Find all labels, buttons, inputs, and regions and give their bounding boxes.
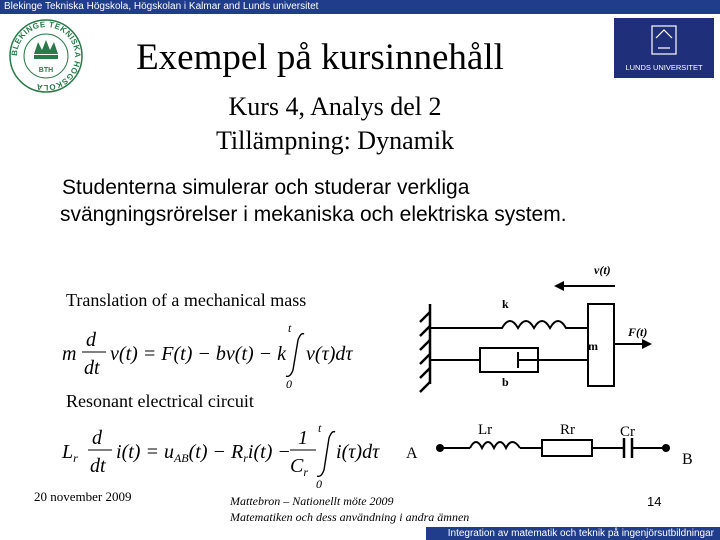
svg-text:0: 0 — [316, 477, 322, 491]
footer-event — [230, 493, 469, 525]
capacitor-label: Cr — [620, 424, 635, 440]
slide-title: Exempel på kursinnehåll — [136, 37, 504, 78]
force-label: F(t) — [628, 325, 648, 339]
svg-text:1: 1 — [298, 427, 308, 449]
svg-text:v(τ)dτ: v(τ)dτ — [306, 343, 353, 365]
resistor-label: Rr — [560, 422, 575, 438]
damper-label: b — [502, 375, 509, 389]
header-institutions: Blekinge Tekniska Högskola, Högskolan i Kalmar and Lunds universitet — [4, 1, 319, 12]
svg-text:Lr: $L_r$ — [62, 441, 78, 465]
bth-ring-text: BLEKINGE TEKNISKA HÖGSKOLA — [9, 19, 83, 93]
slide-subtitle-topic: Tillämpning: Dynamik — [215, 126, 455, 155]
terminal-a — [436, 444, 444, 452]
svg-text:0: 0 — [286, 377, 292, 391]
electrical-equation — [62, 421, 382, 492]
velocity-arrow-icon — [554, 281, 615, 291]
footer-date: 20 november 2009 — [34, 489, 132, 504]
wall-icon — [420, 304, 430, 392]
footer-tagline: Integration av matematik och teknik på ingenjörsutbildningar — [447, 528, 714, 539]
bth-short-text: BTH — [38, 67, 54, 74]
svg-text:d: d — [92, 427, 102, 449]
velocity-label: v(t) — [594, 263, 611, 277]
svg-text:i(t) = uAB(t) − Rri(t) −: $i(t) = u_{AB}(t) - R_ri(t)$ − — [116, 441, 291, 465]
terminal-b — [662, 444, 670, 452]
inductor-icon — [470, 442, 520, 448]
svg-text:d: d — [86, 329, 96, 351]
svg-text:i(τ)dτ: i(τ)dτ — [336, 441, 380, 463]
footer-bar — [426, 527, 720, 540]
svg-text:t: t — [288, 321, 292, 335]
spring-label: k — [502, 297, 509, 311]
damper-icon — [430, 348, 588, 372]
body-line-2: svängningsrörelser i mekaniska och elektriska system. — [60, 203, 567, 226]
section-mechanical-label: Translation of a mechanical mass — [66, 290, 307, 310]
slide-subtitle-course: Kurs 4, Analys del 2 — [228, 92, 442, 121]
svg-text:t: t — [318, 421, 322, 435]
svg-text:Cr: $C_r$ — [290, 455, 309, 479]
svg-text:m: m — [62, 343, 77, 365]
lund-text: LUNDS UNIVERSITET — [625, 63, 703, 72]
resistor-icon — [542, 440, 592, 456]
capacitor-icon — [624, 438, 632, 458]
mechanical-equation — [62, 318, 372, 390]
lund-university-logo — [614, 18, 714, 78]
section-electrical-label: Resonant electrical circuit — [66, 391, 254, 411]
system-diagram — [406, 260, 710, 500]
footer-event-line-1: Mattebron – Nationellt möte 2009 — [230, 494, 394, 508]
footer-event-line-2: Matematiken och dess användning i andra ämnen — [230, 510, 470, 524]
spring-icon — [430, 321, 588, 328]
svg-text:dt: dt — [84, 357, 100, 379]
body-line-1: Studenterna simulerar och studerar verkliga — [62, 176, 470, 199]
svg-text:dt: dt — [90, 455, 106, 477]
svg-text:v(t) = F(t) − bv(t) − k: v(t) = F(t) − bv(t) − k — [110, 343, 287, 365]
node-b-label: B — [682, 451, 693, 468]
page-number: 14 — [647, 494, 662, 509]
mass-label: m — [588, 339, 598, 353]
force-arrow-icon — [614, 339, 652, 349]
header-bar — [0, 0, 720, 14]
node-a-label: A — [406, 445, 418, 462]
inductor-label: Lr — [478, 422, 493, 438]
slide-body — [62, 174, 682, 228]
